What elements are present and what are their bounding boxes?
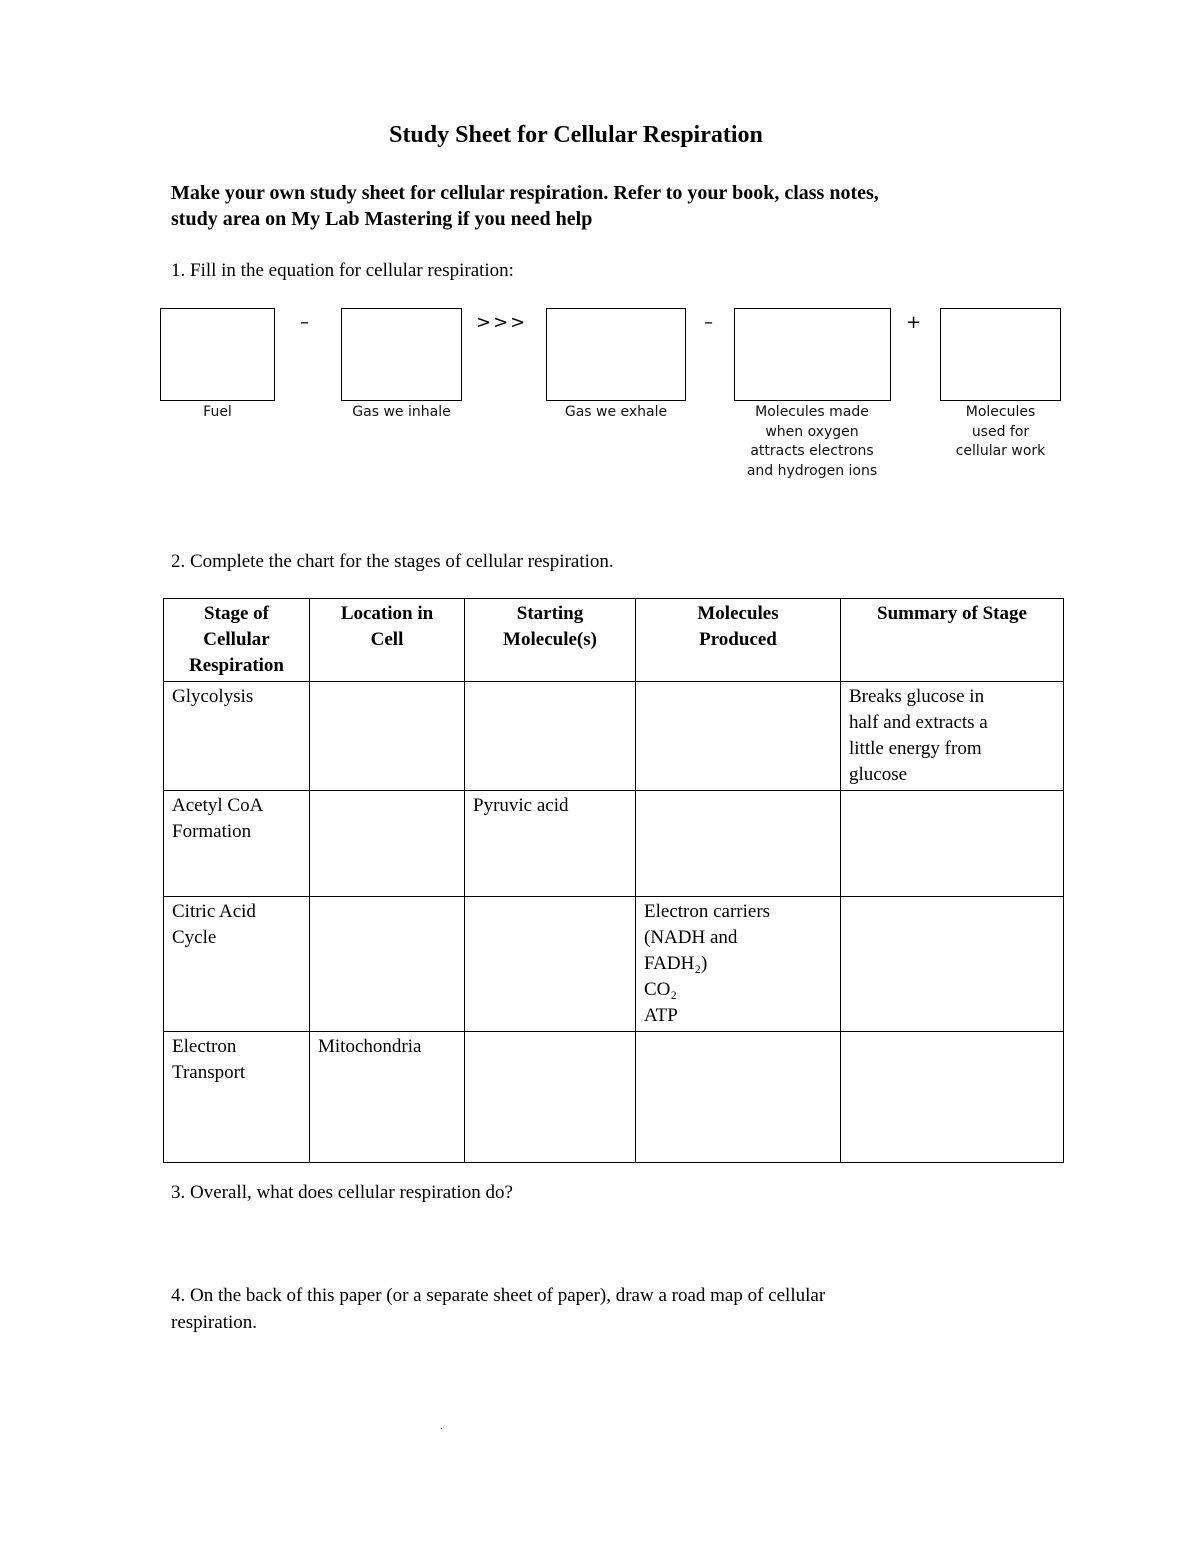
caption-fuel: Fuel: [203, 404, 232, 420]
cell-starting[interactable]: [465, 897, 636, 1032]
question-4: 4. On the back of this paper (or a separate sheet of paper), draw a road map of cellular respiration.: [171, 1285, 826, 1333]
caption-atp: Molecules used for cellular work: [955, 404, 1046, 459]
cell-summary: Breaks glucose in half and extracts a little energy from glucose: [841, 682, 1064, 791]
stages-chart: [163, 598, 1064, 1163]
header-produced: Molecules Produced: [636, 599, 841, 682]
water-box[interactable]: [734, 308, 891, 401]
cell-stage: Glycolysis: [164, 682, 310, 791]
cell-location[interactable]: [310, 897, 465, 1032]
cell-produced[interactable]: [636, 791, 841, 897]
cell-produced: Electron carriers (NADH and FADH₂) CO₂ ATP: [636, 897, 841, 1032]
cell-summary[interactable]: [841, 1032, 1064, 1163]
header-location: Location in Cell: [310, 599, 465, 682]
minus-sign-2: –: [704, 312, 713, 333]
table-row: [164, 682, 1064, 791]
caption-exhale: Gas we exhale: [564, 404, 668, 420]
fuel-box[interactable]: [160, 308, 275, 401]
cell-stage: Acetyl CoA Formation: [164, 791, 310, 897]
arrow-sign: >>>: [476, 312, 528, 333]
instructions-line-1: Make your own study sheet for cellular respiration. Refer to your book, class notes,: [171, 182, 879, 204]
caption-inhale: Gas we inhale: [352, 404, 451, 420]
table-row: [164, 1032, 1064, 1163]
header-summary: Summary of Stage: [841, 599, 1064, 682]
minus-sign-1: –: [300, 312, 309, 333]
question-3: 3. Overall, what does cellular respiration do?: [171, 1182, 513, 1203]
cell-starting[interactable]: [465, 682, 636, 791]
table-row: [164, 897, 1064, 1032]
instructions: [171, 180, 1071, 232]
exhale-gas-box[interactable]: [546, 308, 686, 401]
page-title: Study Sheet for Cellular Respiration: [389, 122, 763, 148]
cell-location[interactable]: [310, 682, 465, 791]
atp-box[interactable]: [940, 308, 1061, 401]
cell-summary[interactable]: [841, 791, 1064, 897]
header-stage: Stage of Cellular Respiration: [164, 599, 310, 682]
cell-stage: Electron Transport: [164, 1032, 310, 1163]
question-2: 2. Complete the chart for the stages of cellular respiration.: [171, 551, 614, 572]
table-row: [164, 791, 1064, 897]
stray-mark: .: [440, 1418, 443, 1432]
cell-starting: Pyruvic acid: [465, 791, 636, 897]
header-starting: Starting Molecule(s): [465, 599, 636, 682]
caption-water: Molecules made when oxygen attracts electrons and hydrogen ions: [746, 404, 878, 479]
cell-produced[interactable]: [636, 682, 841, 791]
cell-produced[interactable]: [636, 1032, 841, 1163]
cell-location[interactable]: [310, 791, 465, 897]
inhale-gas-box[interactable]: [341, 308, 462, 401]
cell-starting[interactable]: [465, 1032, 636, 1163]
chart-header-row: [164, 599, 1064, 682]
cell-stage: Citric Acid Cycle: [164, 897, 310, 1032]
cell-location: Mitochondria: [310, 1032, 465, 1163]
cell-summary[interactable]: [841, 897, 1064, 1032]
plus-sign: +: [906, 312, 922, 333]
question-1: 1. Fill in the equation for cellular respiration:: [171, 260, 514, 281]
instructions-line-2: study area on My Lab Mastering if you need help: [171, 208, 593, 230]
